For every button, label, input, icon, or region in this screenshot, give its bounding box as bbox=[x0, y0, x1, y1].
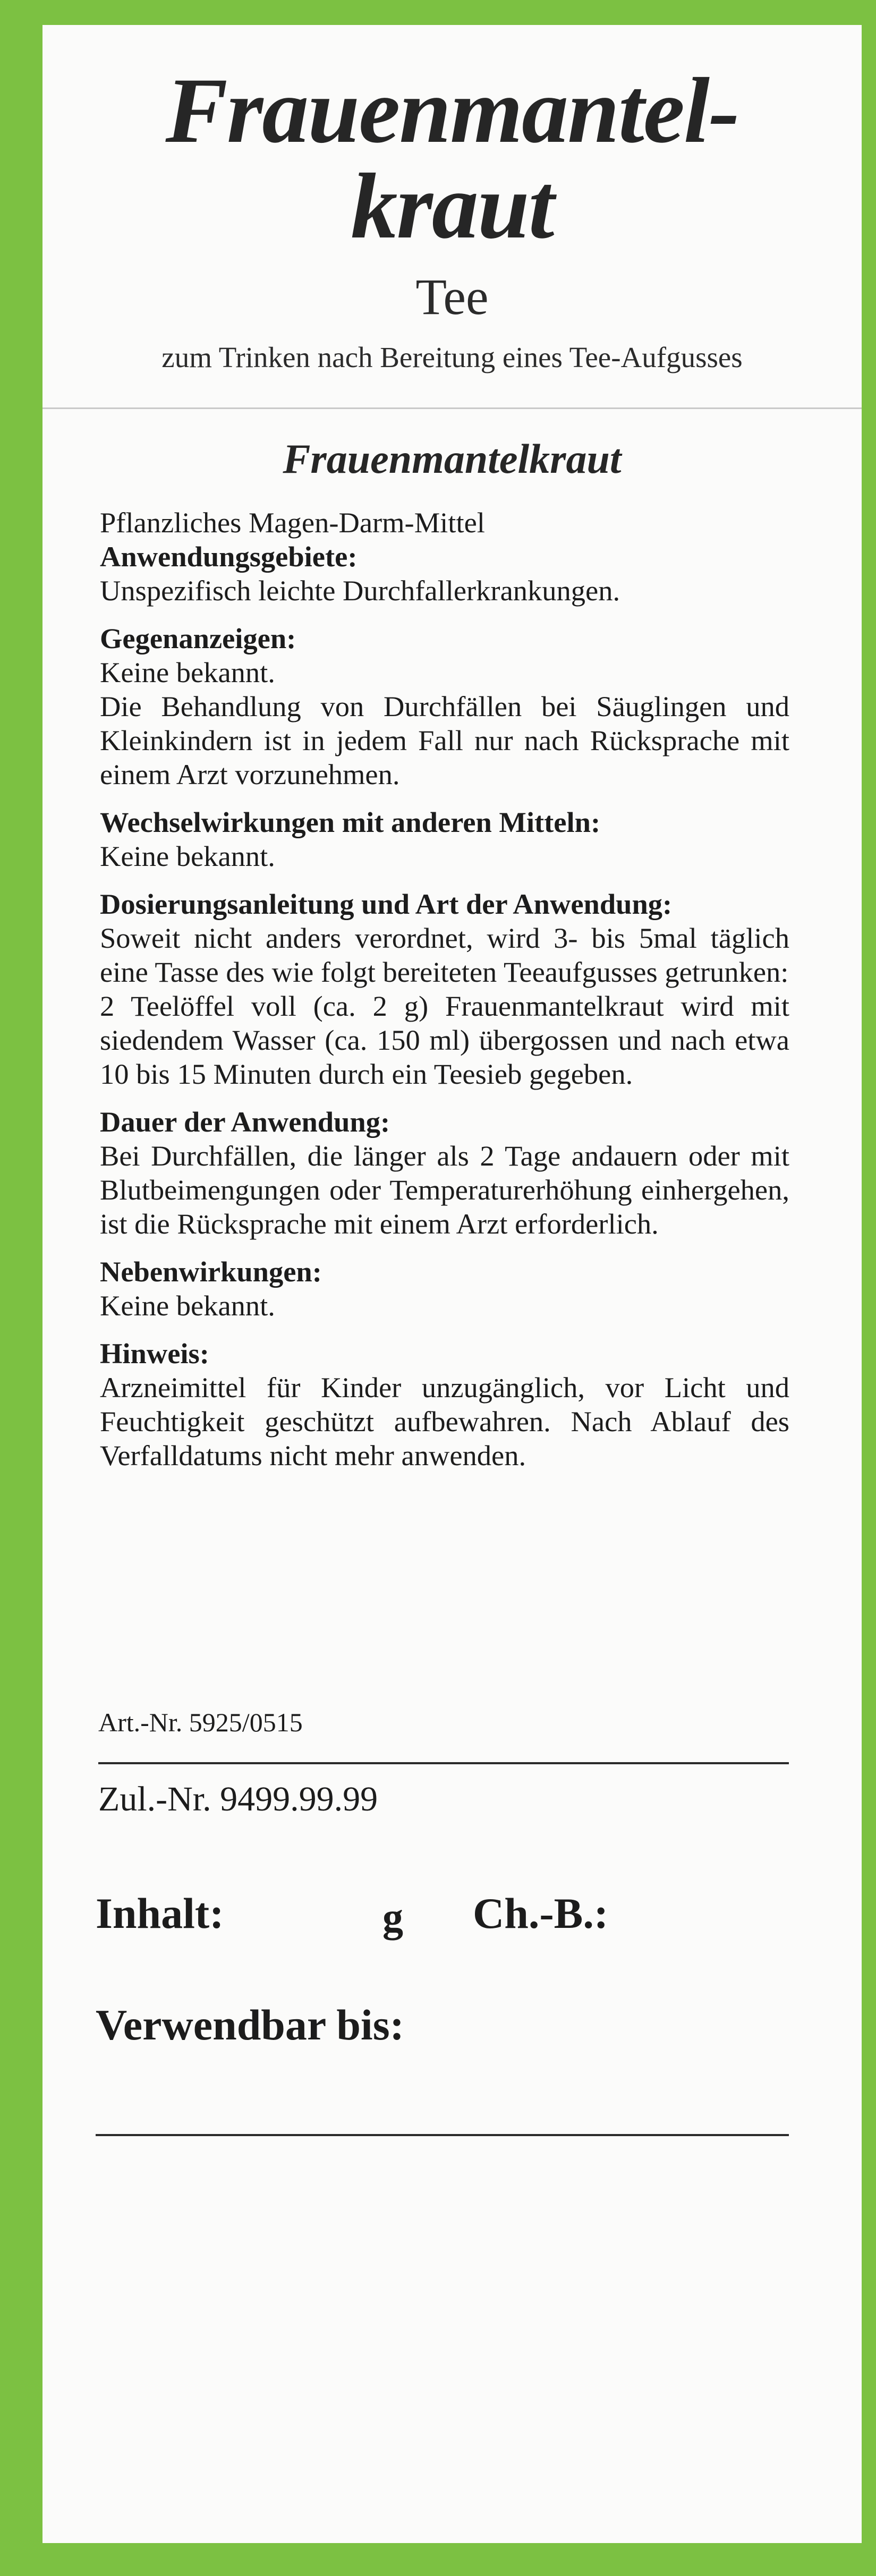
leaflet-body bbox=[100, 506, 789, 1486]
product-title-line2: kraut bbox=[351, 155, 554, 258]
section-heading: Dosierungsanleitung und Art der Anwendung: bbox=[100, 888, 673, 920]
section-text: Unspezifisch leichte Durchfallerkrankungen. bbox=[100, 574, 620, 607]
section-text: Soweit nicht anders verordnet, wird 3- bis 5mal täglich eine Tasse des wie folgt bereiteten Teeaufgusses getrunken: bbox=[100, 922, 789, 988]
section-text: Keine bekannt. bbox=[100, 840, 275, 872]
label-header bbox=[42, 25, 862, 409]
product-label bbox=[42, 25, 862, 2543]
product-title-line1: Frauenmantel- bbox=[165, 59, 739, 163]
section-text: Keine bekannt. bbox=[100, 1289, 275, 1322]
section-heading: Nebenwirkungen: bbox=[100, 1255, 322, 1288]
usage-note: zum Trinken nach Bereitung eines Tee-Aufgusses bbox=[161, 341, 743, 373]
section-text: Bei Durchfällen, die länger als 2 Tage andauern oder mit Blutbeimengungen oder Temperaturerhöhung einhergehen, ist die Rücksprache mit einem Arzt erforderlich. bbox=[100, 1140, 789, 1240]
section-text: Die Behandlung von Durchfällen bei Säuglingen und Kleinkindern ist in jedem Fall nur nach Rücksprache mit einem Arzt vorzunehmen. bbox=[100, 690, 789, 790]
product-type: Tee bbox=[415, 268, 489, 325]
content-label: Inhalt: bbox=[96, 1889, 224, 1937]
batch-label: Ch.-B.: bbox=[473, 1889, 609, 1937]
section-dosage bbox=[100, 887, 789, 1091]
section-indications bbox=[100, 540, 789, 608]
leaflet-subtitle: Frauenmantelkraut bbox=[283, 436, 622, 482]
section-text: Arzneimittel für Kinder unzugänglich, vor Licht und Feuchtigkeit geschützt aufbewahren. Nach Ablauf des Verfalldatums nicht mehr anwenden. bbox=[100, 1371, 789, 1472]
expiry-line bbox=[96, 2134, 789, 2136]
section-interactions bbox=[100, 805, 789, 873]
section-heading: Dauer der Anwendung: bbox=[100, 1106, 390, 1138]
gram-unit: g bbox=[382, 1894, 403, 1940]
section-heading: Hinweis: bbox=[100, 1337, 209, 1370]
section-duration bbox=[100, 1105, 789, 1241]
product-title bbox=[42, 59, 862, 258]
section-heading: Anwendungsgebiete: bbox=[100, 540, 358, 573]
expiry-label: Verwendbar bis: bbox=[96, 2001, 404, 2049]
approval-number: Zul.-Nr. 9499.99.99 bbox=[98, 1780, 378, 1818]
section-contraindications bbox=[100, 622, 789, 792]
section-heading: Wechselwirkungen mit anderen Mitteln: bbox=[100, 806, 601, 838]
section-text: Keine bekannt. bbox=[100, 656, 275, 688]
product-category: Pflanzliches Magen-Darm-Mittel bbox=[100, 506, 485, 539]
divider bbox=[98, 1762, 789, 1764]
article-number: Art.-Nr. 5925/0515 bbox=[98, 1707, 303, 1737]
section-side-effects bbox=[100, 1255, 789, 1323]
section-heading: Gegenanzeigen: bbox=[100, 622, 296, 654]
section-text: 2 Teelöffel voll (ca. 2 g) Frauenmantelkraut wird mit siedendem Wasser (ca. 150 ml) übergossen und nach etwa 10 bis 15 Minuten durch ein Teesieb gegeben. bbox=[100, 990, 789, 1090]
section-notice bbox=[100, 1337, 789, 1473]
